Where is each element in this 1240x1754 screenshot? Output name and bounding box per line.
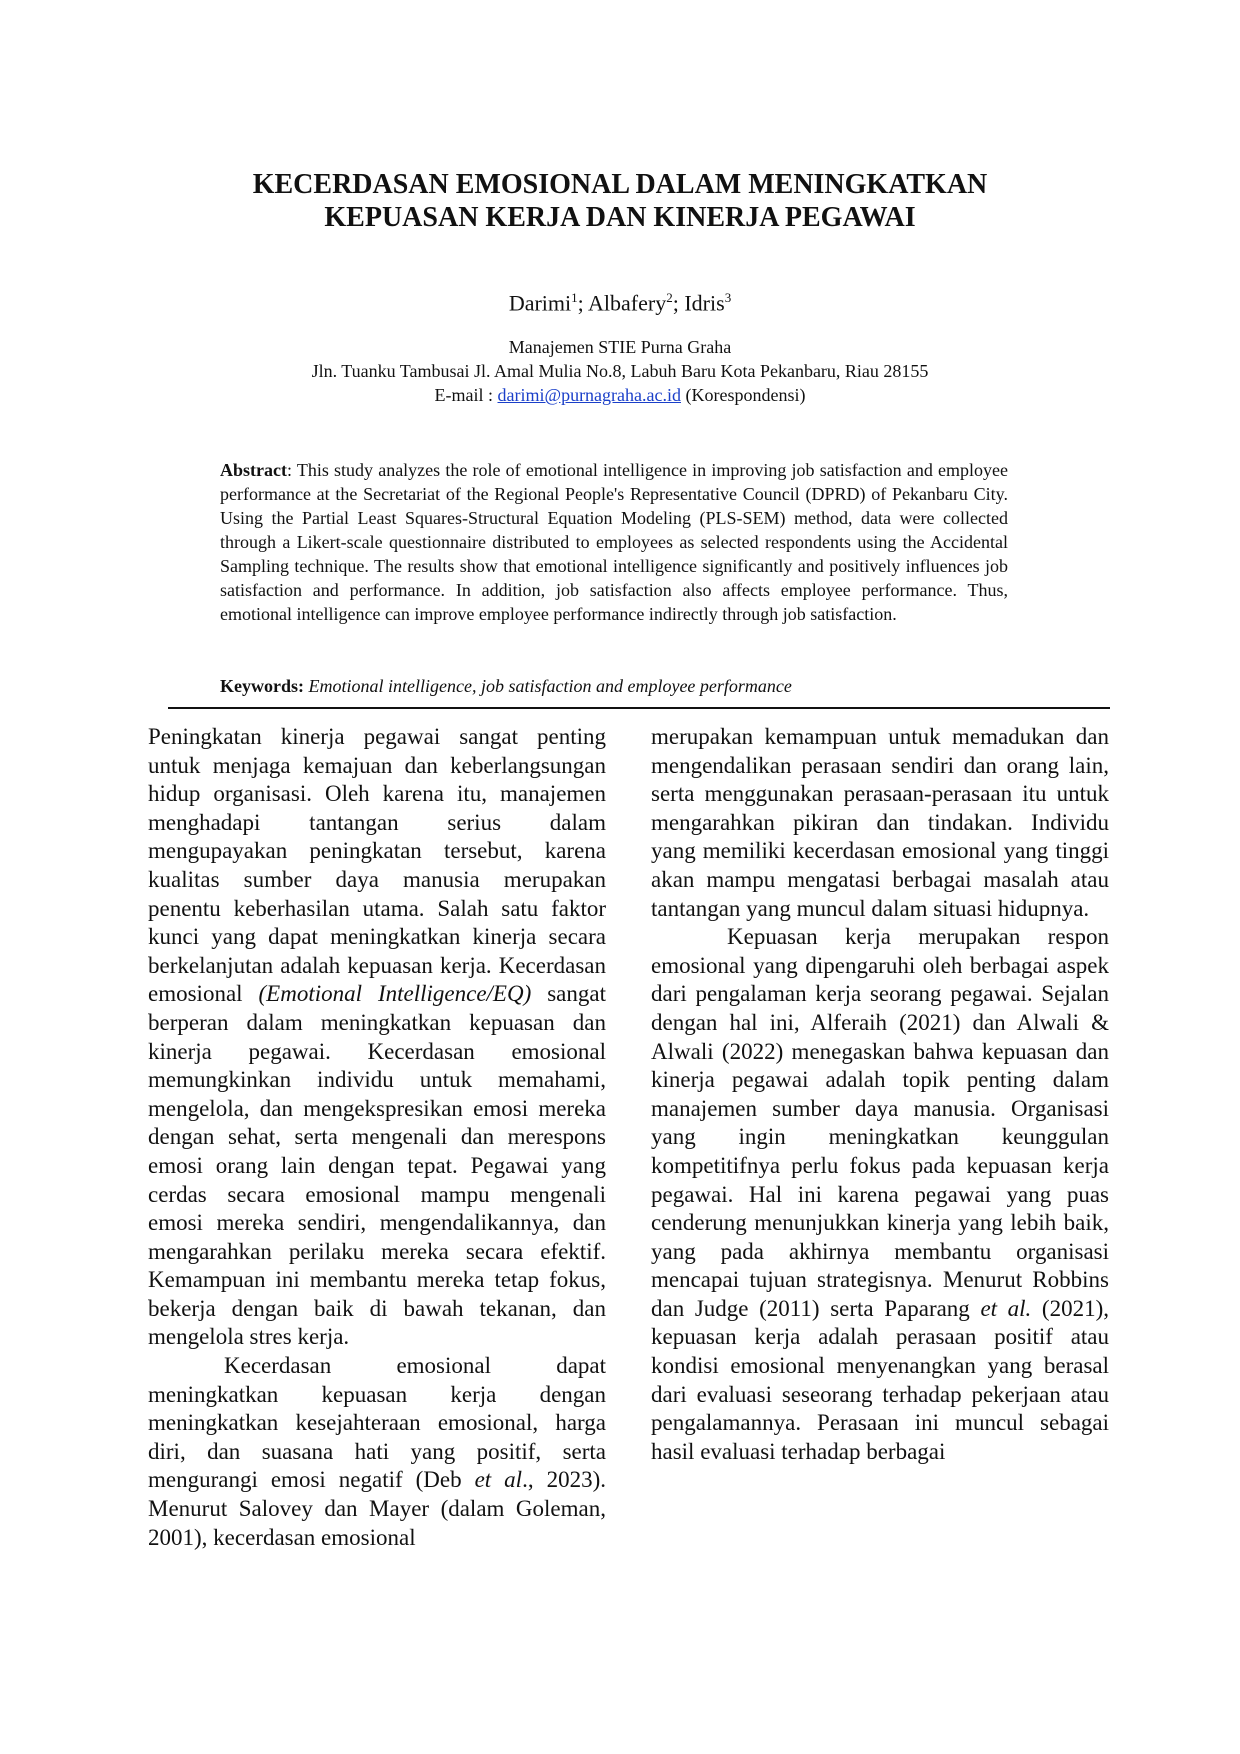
section-divider <box>168 707 1110 709</box>
keywords-text: Emotional intelligence, job satisfaction and employee performance <box>304 676 792 696</box>
body-text: Kepuasan kerja merupakan respon emosional yang dipengaruhi oleh berbagai aspek dari pengalaman kerja seorang pegawai. Sejalan dengan hal ini, Alferaih (2021) dan Alwali & Alwali (2022) menegaskan bahwa kepuasan dan kinerja pegawai adalah topik penting dalam manajemen sumber daya manusia. Organisasi yang ingin meningkatkan keunggulan kompetitifnya perlu fokus pada kepuasan kerja pegawai. Hal ini karena pegawai yang puas cenderung menunjukkan kinerja yang lebih baik, yang pada akhirnya membantu organisasi mencapai tujuan strategisnya. Menurut Robbins dan Judge (2011) serta Paparang <box>651 924 1109 1321</box>
email-line <box>150 383 1090 407</box>
author-name: Idris <box>684 290 725 316</box>
title-line-1: KECERDASAN EMOSIONAL DALAM MENINGKATKAN <box>252 169 988 200</box>
institution-name: Manajemen STIE Purna Graha <box>508 337 732 357</box>
abstract-label: Abstract <box>220 460 287 480</box>
body-text: ., 2023). Menurut Salovey dan Mayer (dalam Goleman, 2001), kecerdasan emosional <box>148 1467 606 1550</box>
author-separator: ; <box>577 290 589 316</box>
body-paragraph <box>148 723 606 1352</box>
email-link[interactable]: darimi@purnagraha.ac.id <box>497 385 681 405</box>
body-column-left <box>148 723 606 1552</box>
affiliation-block <box>150 335 1090 407</box>
institution-address: Jln. Tuanku Tambusai Jl. Amal Mulia No.8, Labuh Baru Kota Pekanbaru, Riau 28155 <box>311 361 929 381</box>
author-name: Albafery <box>588 290 667 316</box>
body-text: Peningkatan kinerja pegawai sangat penting untuk menjaga kemajuan dan keberlangsungan hidup organisasi. Oleh karena itu, manajemen menghadapi tantangan serius dalam mengupayakan peningkatan tersebut, karena kualitas sumber daya manusia merupakan penentu keberhasilan utama. Salah satu faktor kunci yang dapat meningkatkan kinerja secara berkelanjutan adalah kepuasan kerja. Kecerdasan emosional <box>148 724 606 1007</box>
body-text: Kecerdasan emosional dapat meningkatkan kepuasan kerja dengan meningkatkan kesejahteraan emosional, harga diri, dan suasana hati yang positif, serta mengurangi emosi negatif (Deb <box>148 1353 606 1493</box>
author-affiliation-number: 1 <box>571 290 578 305</box>
author-separator: ; <box>672 290 685 316</box>
title-line-2: KEPUASAN KERJA DAN KINERJA PEGAWAI <box>324 202 916 233</box>
keywords-label: Keywords: <box>220 676 304 696</box>
abstract <box>220 458 1008 626</box>
author-name: Darimi <box>508 290 572 316</box>
author-affiliation-number: 2 <box>666 290 673 305</box>
body-text-italic: et al <box>474 1467 523 1493</box>
body-text: sangat berperan dalam meningkatkan kepuasan dan kinerja pegawai. Kecerdasan emosional memungkinkan individu untuk memahami, mengelola, dan mengekspresikan emosi mereka dengan sehat, serta mengenali dan merespons emosi orang lain dengan tepat. Pegawai yang cerdas secara emosional mampu mengenali emosi mereka sendiri, mengendalikannya, dan mengarahkan perilaku mereka secara efektif. Kemampuan ini membantu mereka tetap fokus, bekerja dengan baik di bawah tekanan, dan mengelola stres kerja. <box>148 981 606 1350</box>
email-prefix: E-mail : <box>434 385 498 405</box>
body-text-italic: (Emotional Intelligence/EQ) <box>258 981 532 1007</box>
body-paragraph: merupakan kemampuan untuk memadukan dan mengendalikan perasaan sendiri dan orang lain, serta menggunakan perasaan-perasaan itu untuk mengarahkan pikiran dan tindakan. Individu yang memiliki kecerdasan emosional yang tinggi akan mampu mengatasi berbagai masalah atau tantangan yang muncul dalam situasi hidupnya. <box>651 724 1109 921</box>
email-suffix: (Korespondensi) <box>681 385 806 405</box>
paper-title <box>150 168 1090 234</box>
abstract-text: : This study analyzes the role of emotional intelligence in improving job satisfaction and employee performance at the Secretariat of the Regional People's Representative Council (DPRD) of Pekanbaru City. Using the Partial Least Squares-Structural Equation Modeling (PLS-SEM) method, data were collected through a Likert-scale questionnaire distributed to employees as selected respondents using the Accidental Sampling technique. The results show that emotional intelligence significantly and positively influences job satisfaction and performance. In addition, job satisfaction also affects employee performance. Thus, emotional intelligence can improve employee performance indirectly through job satisfaction. <box>220 460 1008 624</box>
body-column-right <box>651 723 1109 1466</box>
body-paragraph <box>651 923 1109 1466</box>
body-paragraph <box>148 1352 606 1552</box>
keywords <box>220 674 1050 698</box>
author-affiliation-number: 3 <box>724 290 732 305</box>
author-list <box>150 283 1090 318</box>
body-text: (2021), kepuasan kerja adalah perasaan positif atau kondisi emosional menyenangkan yang berasal dari evaluasi seseorang terhadap pekerjaan atau pengalamannya. Perasaan ini muncul sebagai hasil evaluasi terhadap berbagai <box>651 1295 1109 1464</box>
body-text-italic: et al. <box>980 1295 1032 1321</box>
